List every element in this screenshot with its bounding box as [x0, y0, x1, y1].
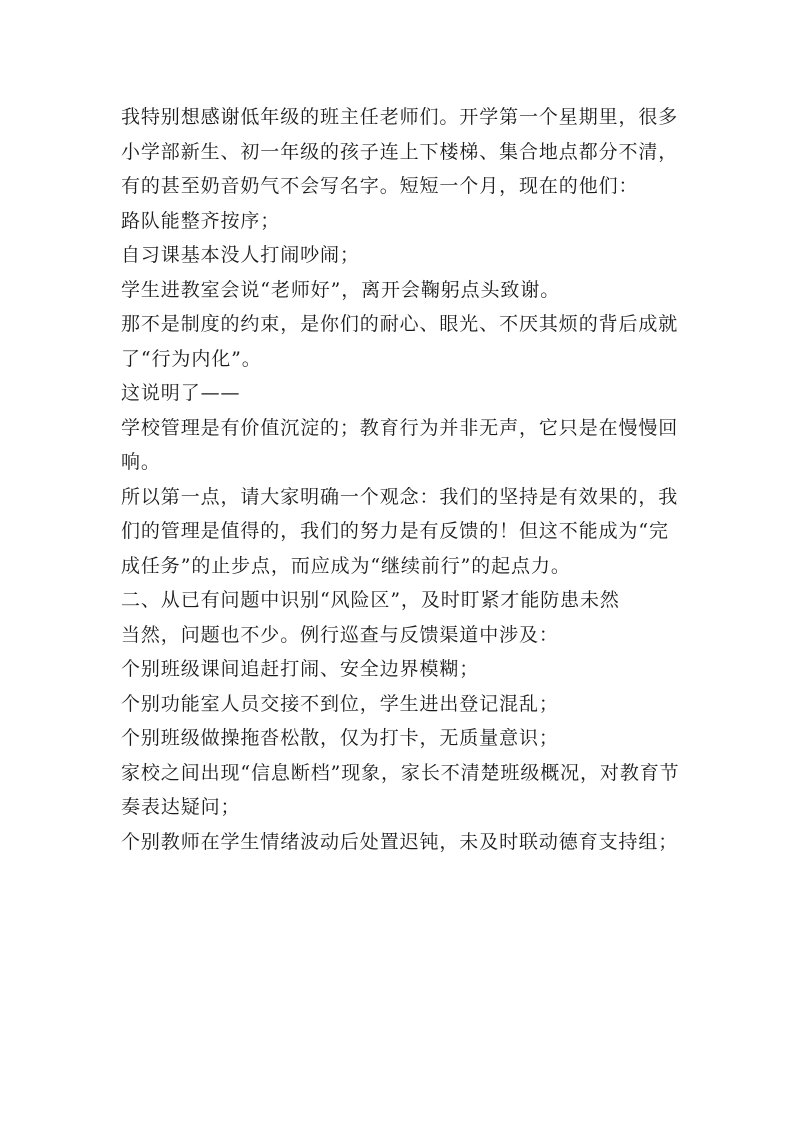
text-line: 们的管理是值得的，我们的努力是有反馈的！但这不能成为“完: [121, 520, 669, 542]
text-line: 小学部新生、初一年级的孩子连上下楼梯、集合地点都分不清，: [121, 140, 679, 163]
list-item: 家校之间出现“信息断档”现象，家长不清楚班级概况，对教育节: [121, 761, 680, 784]
section-heading: 二、从已有问题中识别“风险区”，及时盯紧才能防患未然: [121, 589, 620, 611]
text-line: 有的甚至奶音奶气不会写名字。短短一个月，现在的他们：: [121, 175, 639, 197]
list-item: 个别班级课间追赶打闹、安全边界模糊；: [121, 658, 480, 680]
text-line: 了“行为内化”。: [121, 347, 262, 370]
text-line: 成任务”的止步点，而应成为“继续前行”的起点力。: [121, 554, 571, 577]
text-line: 那不是制度的约束，是你们的耐心、眼光、不厌其烦的背后成就: [121, 313, 679, 335]
list-item: 个别教师在学生情绪波动后处置迟钝，未及时联动德育支持组；: [121, 830, 679, 853]
text-line: 所以第一点，请大家明确一个观念：我们的坚持是有效果的，我: [121, 485, 679, 508]
text-line: 我特别想感谢低年级的班主任老师们。开学第一个星期里，很多: [121, 106, 679, 128]
text-line: 响。: [121, 451, 161, 473]
document-body: [121, 100, 681, 859]
text-line: 当然，问题也不少。例行巡查与反馈渠道中涉及：: [121, 623, 559, 646]
list-item: 奏表达疑问；: [121, 796, 241, 818]
list-item: 学生进教室会说“老师好”，离开会鞠躬点头致谢。: [121, 278, 561, 301]
list-item: 路队能整齐按序；: [121, 209, 281, 232]
text-line: 这说明了——: [121, 382, 241, 404]
text-line: 学校管理是有价值沉淀的；教育行为并非无声，它只是在慢慢回: [121, 416, 679, 439]
list-item: 个别功能室人员交接不到位，学生进出登记混乱；: [121, 692, 559, 715]
list-item: 自习课基本没人打闹吵闹；: [121, 244, 360, 266]
list-item: 个别班级做操拖沓松散，仅为打卡，无质量意识；: [121, 727, 559, 749]
